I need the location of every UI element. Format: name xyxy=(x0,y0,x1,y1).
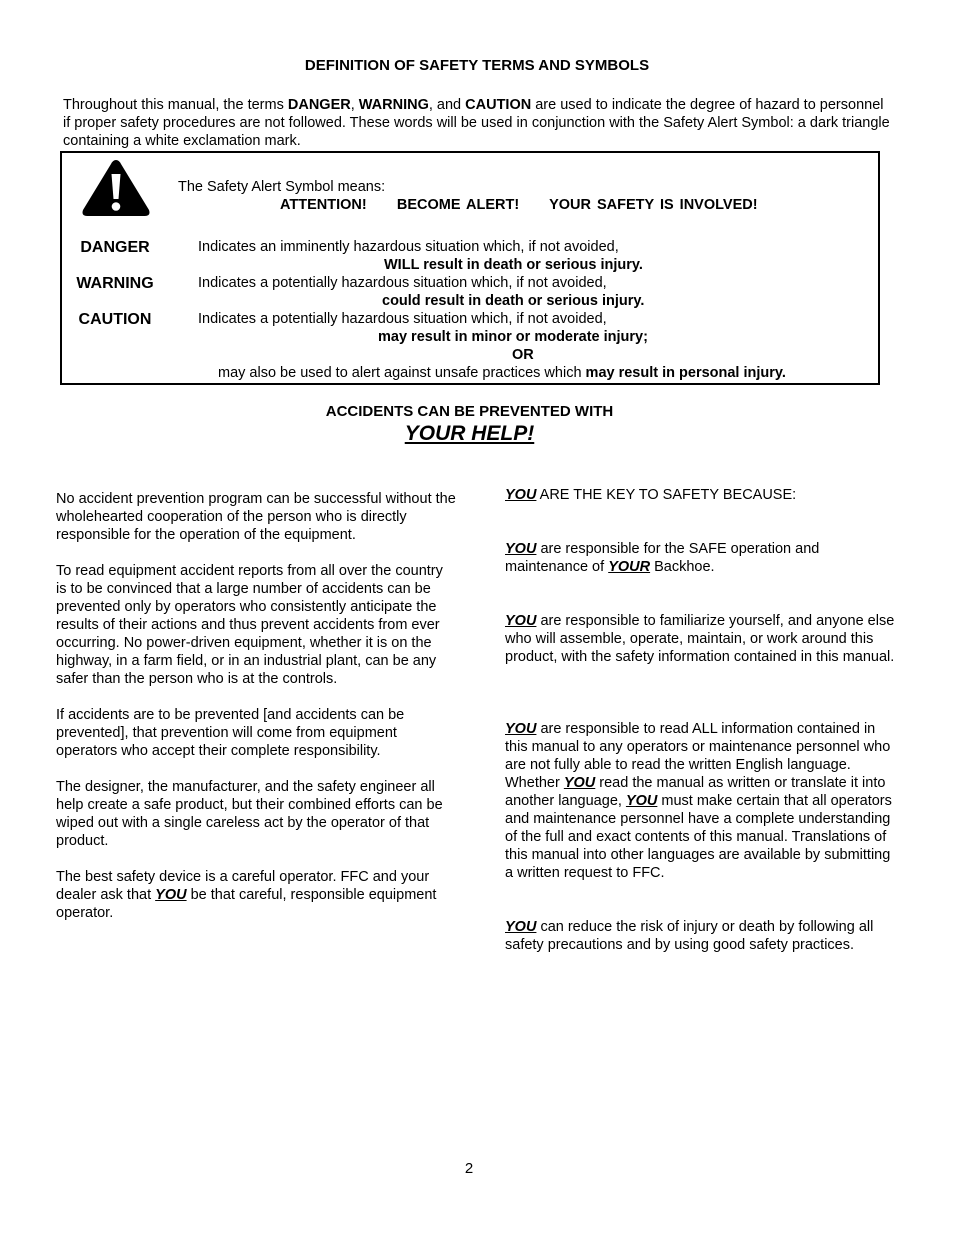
also-text: may also be used to alert against unsafe practices which xyxy=(218,365,586,381)
r3-text: are responsible to read ALL information contained in this manual to any operators or maintenance personnel who are not fully able to read the written English language. Whether xyxy=(505,721,891,791)
caution-result: may result in minor or moderate injury; xyxy=(378,329,648,345)
you-emphasis: YOU xyxy=(563,775,596,791)
accidents-heading: ACCIDENTS CAN BE PREVENTED WITH xyxy=(325,403,614,420)
caution-term: CAUTION xyxy=(78,311,152,328)
you-emphasis: YOU xyxy=(155,887,187,903)
intro-danger: DANGER xyxy=(287,97,351,113)
intro-text: Throughout this manual, the terms xyxy=(63,97,288,113)
right-paragraph-1 xyxy=(505,540,900,612)
you-emphasis: YOU xyxy=(505,919,537,935)
p5-text: The best safety device is a careful operator. FFC and your dealer ask that xyxy=(56,869,430,903)
p5-text-end: be that careful, responsible equipment operator. xyxy=(56,887,437,921)
r3-text-end: must make certain that all operators and maintenance personnel have a complete understanding of the full and exact contents of this manual. Translations of this manual into other languages are available by submitting a written request to FFC. xyxy=(505,793,892,881)
warning-term: WARNING xyxy=(76,275,154,292)
become-alert-text: BECOME ALERT! xyxy=(396,197,520,213)
warning-result: could result in death or serious injury. xyxy=(382,293,645,309)
page-number: 2 xyxy=(464,1160,474,1177)
danger-term: DANGER xyxy=(80,239,150,256)
warning-triangle-exclamation-icon xyxy=(80,158,152,218)
alert-means-text: The Safety Alert Symbol means: xyxy=(178,179,386,195)
intro-text: are used to indicate the degree of hazard to personnel if proper safety procedures are not followed. These words will be used in conjunction with the Safety Alert Symbol: a dark triangle containing a white exclamation mark. xyxy=(63,97,890,149)
warning-description: Indicates a potentially hazardous situation which, if not avoided, xyxy=(198,275,607,291)
page-title: DEFINITION OF SAFETY TERMS AND SYMBOLS xyxy=(304,57,650,74)
attention-text: ATTENTION! xyxy=(280,197,367,213)
right-key-paragraph xyxy=(505,486,900,540)
you-emphasis: YOU xyxy=(625,793,658,809)
left-paragraph-4: The designer, the manufacturer, and the safety engineer all help create a safe product, but their combined efforts can be wiped out with a single careless act by the operator of that product. xyxy=(56,779,443,849)
alert-slogan xyxy=(280,196,758,214)
left-paragraph-3: If accidents are to be prevented [and accidents can be prevented], that prevention will come from equipment operators who accept their complete responsibility. xyxy=(56,707,405,759)
right-paragraph-3 xyxy=(505,720,900,918)
caution-description: Indicates a potentially hazardous situation which, if not avoided, xyxy=(198,311,607,327)
r1-text-end: Backhoe. xyxy=(650,559,715,575)
intro-paragraph xyxy=(63,96,893,150)
caution-also-text xyxy=(218,364,786,382)
also-bold-text: may result in personal injury. xyxy=(585,365,786,381)
right-paragraph-4 xyxy=(505,918,900,954)
you-emphasis: YOU xyxy=(505,721,537,737)
r1-text: are responsible for the SAFE operation and maintenance of xyxy=(505,541,820,575)
you-emphasis: YOU xyxy=(505,613,537,629)
right-column xyxy=(505,486,900,954)
your-emphasis: YOUR xyxy=(608,559,651,575)
you-emphasis: YOU xyxy=(505,541,537,557)
r2-text: are responsible to familiarize yourself, and anyone else who will assemble, operate, maintain, or work around this product, with the safety information contained in this manual. xyxy=(505,613,895,665)
right-paragraph-2 xyxy=(505,612,900,720)
intro-warning: WARNING xyxy=(358,97,429,113)
r4-text: can reduce the risk of injury or death by following all safety precautions and by using good safety practices. xyxy=(505,919,874,953)
intro-caution: CAUTION xyxy=(465,97,532,113)
safety-involved-text: YOUR SAFETY IS INVOLVED! xyxy=(549,197,758,213)
left-paragraph-5 xyxy=(56,868,456,922)
left-column xyxy=(56,490,456,940)
intro-text: , xyxy=(350,97,359,113)
left-paragraph-2: To read equipment accident reports from all over the country is to be convinced that a large number of accidents can be prevented only by operators who consistently anticipate the results of their actions and thus prevent accidents from ever occurring. No power-driven equipment, whether it is on the highway, in a farm field, or in an industrial plant, can be any safer than the person who is at the controls. xyxy=(56,563,443,687)
danger-result: WILL result in death or serious injury. xyxy=(384,257,643,273)
left-paragraph-1: No accident prevention program can be successful without the wholehearted cooperation of the person who is directly responsible for the operation of the equipment. xyxy=(56,491,456,543)
key-text: ARE THE KEY TO SAFETY BECAUSE: xyxy=(536,487,797,503)
danger-description: Indicates an imminently hazardous situation which, if not avoided, xyxy=(198,239,619,255)
or-text: OR xyxy=(512,347,534,363)
your-help-heading: YOUR HELP! xyxy=(404,422,535,445)
you-emphasis: YOU xyxy=(505,487,537,503)
intro-text: , and xyxy=(428,97,466,113)
r3-text-mid: read the manual as written or translate it into another language, xyxy=(505,775,886,809)
